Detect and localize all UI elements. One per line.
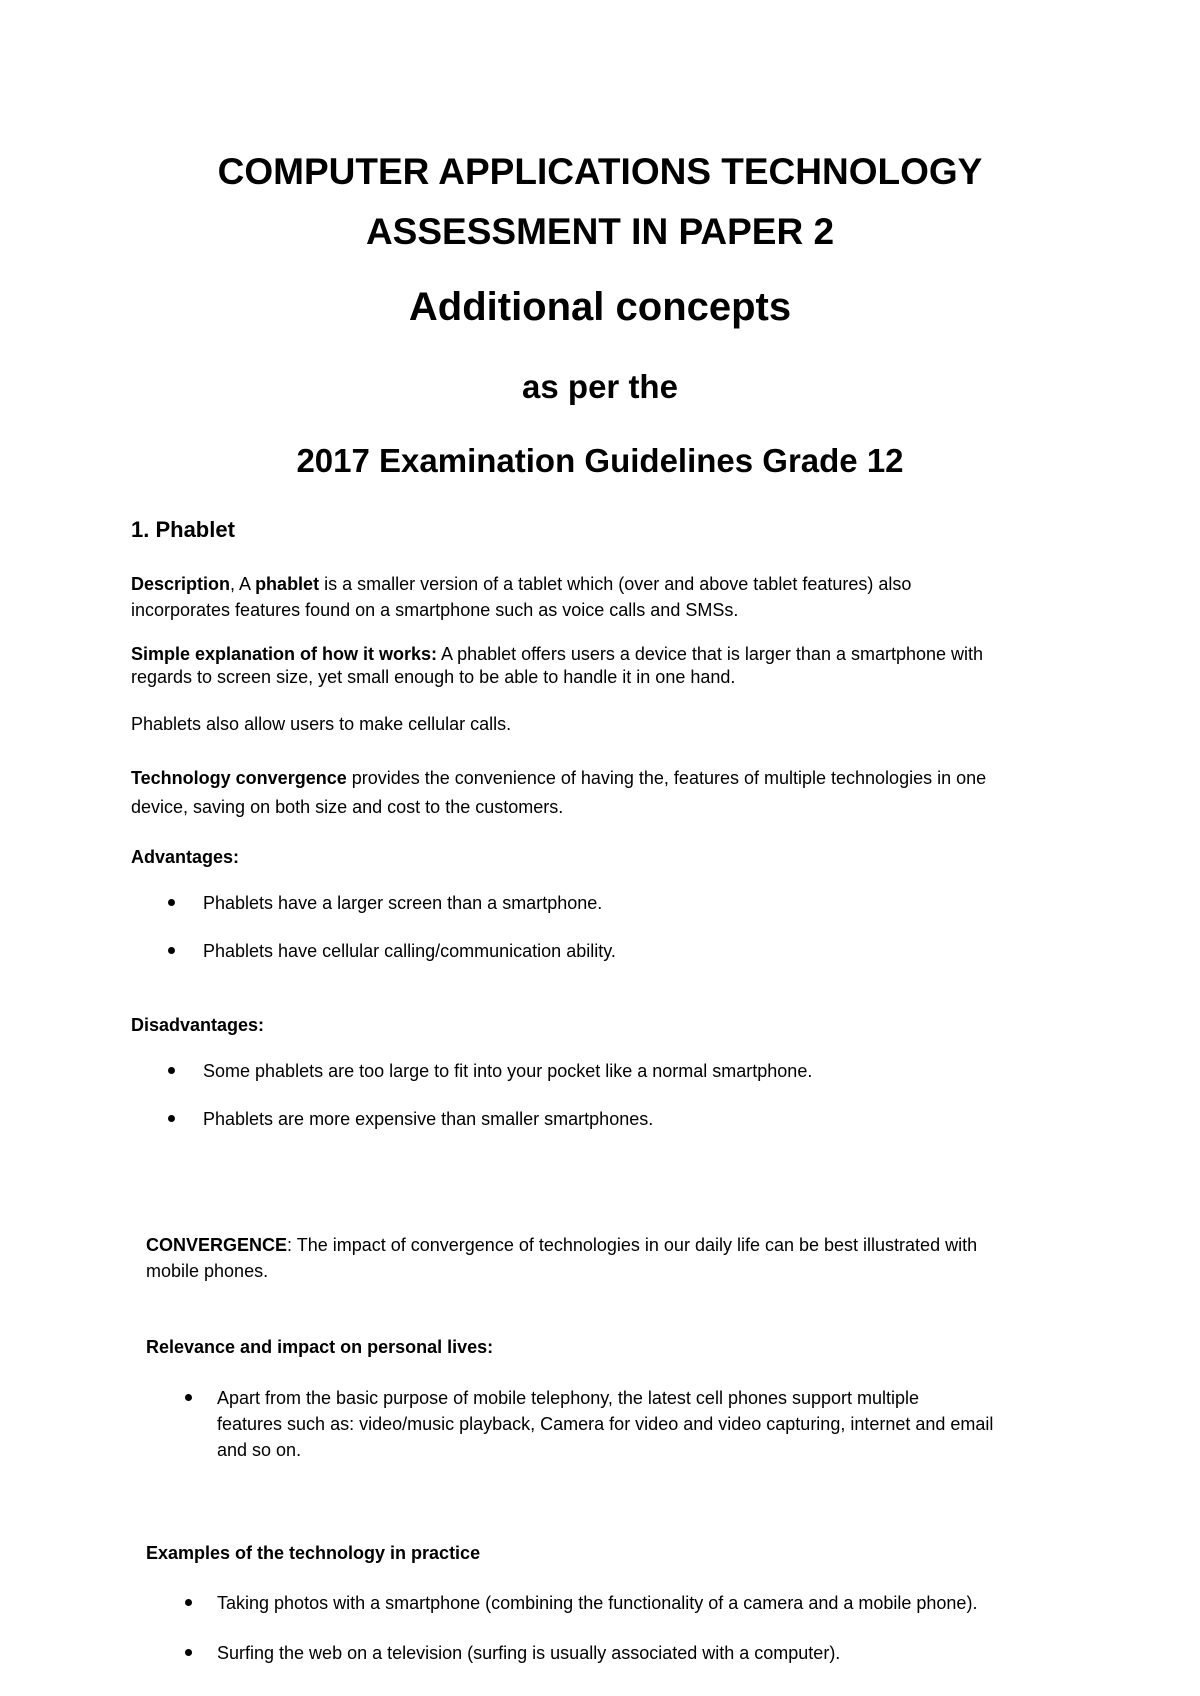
tech-convergence-paragraph [131,764,986,822]
relevance-line-2: features such as: video/music playback, Camera for video and video capturing, internet and email [217,1414,994,1434]
relevance-heading: Relevance and impact on personal lives: [146,1337,494,1357]
explanation-text-1: A phablet offers users a device that is larger than a smartphone with [437,644,984,664]
convergence-text-1: : The impact of convergence of technologies in our daily life can be best illustrated with [287,1235,978,1255]
tech-convergence-text-1: provides the convenience of having the, features of multiple technologies in one [346,768,987,788]
example-item-1: Taking photos with a smartphone (combining the functionality of a camera and a mobile phone). [217,1593,978,1613]
description-paragraph [131,571,911,623]
bullet-icon [185,1394,192,1401]
convergence-label: CONVERGENCE [146,1235,288,1255]
advantage-item-1: Phablets have a larger screen than a smartphone. [203,893,603,913]
guidelines-title: 2017 Examination Guidelines Grade 12 [296,442,904,479]
convergence-paragraph [146,1232,977,1284]
explanation-label: Simple explanation of how it works: [131,644,438,664]
examples-heading: Examples of the technology in practice [146,1543,481,1563]
bullet-icon [168,899,175,906]
subtitle: Additional concepts [408,285,792,329]
description-comma: , A [230,574,256,594]
bullet-icon [168,1115,175,1122]
as-per-line: as per the [522,368,678,405]
relevance-item [217,1385,993,1463]
disadvantage-item-1: Some phablets are too large to fit into your pocket like a normal smartphone. [203,1061,813,1081]
description-label: Description [131,574,231,594]
cellular-calls-text: Phablets also allow users to make cellular calls. [131,714,512,734]
relevance-line-1: Apart from the basic purpose of mobile telephony, the latest cell phones support multiple [217,1388,920,1408]
section-heading-phablet: 1. Phablet [131,517,235,542]
description-text-1: is a smaller version of a tablet which (over and above tablet features) also [319,574,912,594]
advantages-heading: Advantages: [131,847,240,867]
disadvantage-item-2: Phablets are more expensive than smaller smartphones. [203,1109,654,1129]
advantage-item-2: Phablets have cellular calling/communication ability. [203,941,616,961]
title-line-2: ASSESSMENT IN PAPER 2 [365,211,835,252]
tech-convergence-label: Technology convergence [131,768,347,788]
example-item-2: Surfing the web on a television (surfing is usually associated with a computer). [217,1643,841,1663]
disadvantages-heading: Disadvantages: [131,1015,265,1035]
explanation-line-1 [131,643,983,666]
tech-convergence-line-1 [131,764,986,793]
phablet-term: phablet [255,574,320,594]
convergence-line-1 [146,1232,977,1258]
convergence-line-2: mobile phones. [146,1261,269,1281]
bullet-icon [168,1067,175,1074]
description-line-1 [131,571,911,597]
explanation-line-2: regards to screen size, yet small enough to be able to handle it in one hand. [131,667,736,687]
bullet-icon [185,1649,192,1656]
tech-convergence-line-2: device, saving on both size and cost to the customers. [131,797,564,817]
bullet-icon [185,1599,192,1606]
bullet-icon [168,947,175,954]
explanation-paragraph [131,643,983,689]
title-line-1: COMPUTER APPLICATIONS TECHNOLOGY [217,151,983,192]
relevance-line-3: and so on. [217,1440,302,1460]
description-line-2: incorporates features found on a smartphone such as voice calls and SMSs. [131,600,739,620]
